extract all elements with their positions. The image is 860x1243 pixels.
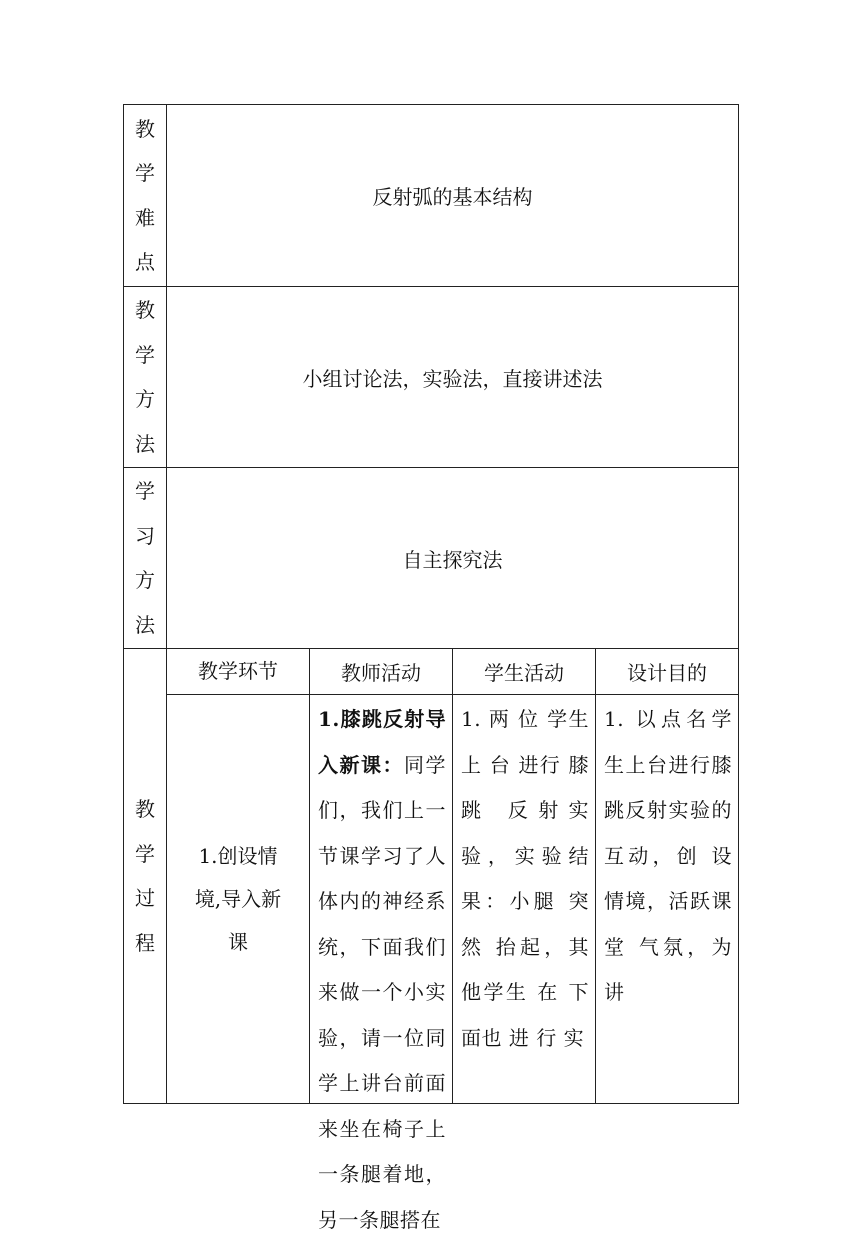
lesson-plan-table xyxy=(123,104,739,1232)
header-teacher-activity: 教师活动 xyxy=(310,649,453,695)
learning-method-row xyxy=(124,468,739,649)
stage-cell xyxy=(167,695,310,1104)
label-char: 法 xyxy=(135,612,155,637)
teacher-activity-cell xyxy=(310,695,453,1232)
label-char: 点 xyxy=(135,250,155,274)
label-char: 过 xyxy=(135,886,155,910)
teaching-method-row xyxy=(124,287,739,468)
teacher-activity-title: 1.膝跳反射导入新课： xyxy=(318,707,446,777)
process-header-row xyxy=(124,649,739,695)
label-char: 学 xyxy=(135,161,155,185)
design-purpose-cell xyxy=(596,695,739,1104)
teaching-method-content: 小组讨论法，实验法，直接讲述法 xyxy=(167,287,739,468)
learning-method-label xyxy=(124,468,167,649)
label-char: 法 xyxy=(135,431,155,456)
process-label xyxy=(124,649,167,1104)
label-char: 方 xyxy=(135,387,155,411)
process-body-row xyxy=(124,695,739,1104)
header-stage: 教学环节 xyxy=(167,649,310,695)
label-char: 习 xyxy=(135,523,155,548)
label-char: 教 xyxy=(135,797,155,821)
label-char: 教 xyxy=(135,116,155,141)
header-design-purpose: 设计目的 xyxy=(596,649,739,695)
label-char: 程 xyxy=(135,930,155,955)
stage-line: 境,导入新 xyxy=(194,886,282,911)
label-char: 学 xyxy=(135,342,155,367)
difficulty-label xyxy=(124,105,167,287)
label-char: 学 xyxy=(135,479,155,503)
difficulty-row xyxy=(124,105,739,287)
student-activity-cell xyxy=(453,695,596,1104)
label-char: 教 xyxy=(135,298,155,322)
difficulty-content: 反射弧的基本结构 xyxy=(167,105,739,287)
student-activity-text: 1. 两 位 学生 上 台 进行 膝 跳 反射实验，实验结果：小腿 突 然 抬起，其他学生 在 下 面也 进 行 实 xyxy=(461,707,589,1050)
stage-line: 1.创设情 xyxy=(198,843,278,868)
header-student-activity: 学生活动 xyxy=(453,649,596,695)
teacher-activity-text: 同学们，我们上一节课学习了人体内的神经系统，下面我们来做一个小实验，请一位同学上讲台前面来坐在椅子上一条腿着地，另一条腿搭在 xyxy=(318,752,446,1232)
learning-method-content: 自主探究法 xyxy=(167,468,739,649)
design-purpose-text: 1. 以点名学生上台进行膝跳反射实验的互动，创 设 情境，活跃课 堂 气氛，为讲 xyxy=(604,707,732,1004)
label-char: 学 xyxy=(135,841,155,866)
label-char: 难 xyxy=(135,205,155,230)
teaching-method-label xyxy=(124,287,167,468)
label-char: 方 xyxy=(135,568,155,592)
stage-line: 课 xyxy=(228,929,248,954)
